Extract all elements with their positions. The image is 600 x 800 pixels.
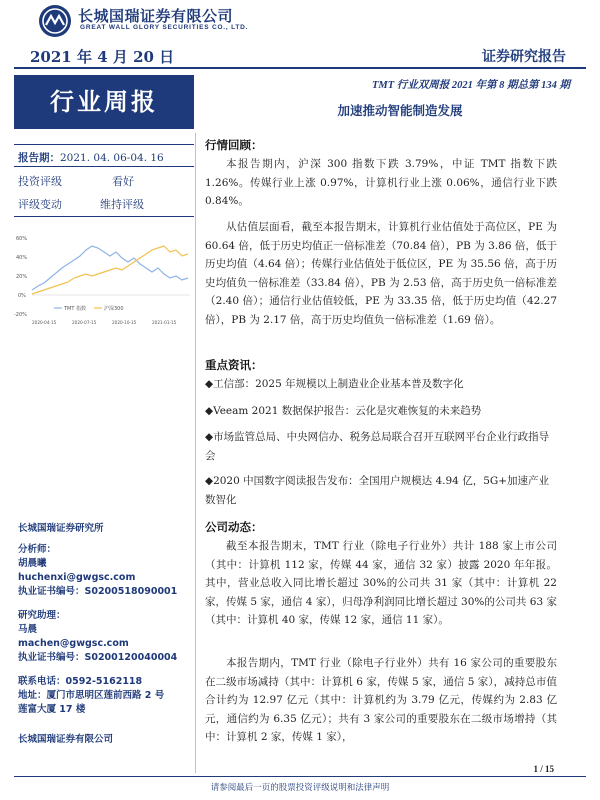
y-label-60: 60% [16, 236, 28, 242]
legend-tmt-label: TMT 指数 [64, 306, 87, 312]
analyst-label: 分析师： [18, 544, 57, 555]
assistant-label: 研究助理： [18, 610, 66, 621]
y-label-0: 0% [18, 293, 26, 299]
news-item-4: ◆2020 中国数字阅读报告发布：全国用户规模达 4.94 亿，5G+加速产业数智化 [205, 475, 550, 506]
research-institute: 长城国瑞证券研究所 [18, 523, 104, 534]
report-subtitle: 加速推动智能制造发展 [337, 103, 463, 118]
y-label-20: 20% [16, 274, 28, 280]
x-label-3: 2020-10-15 [112, 320, 137, 325]
analyst-name: 胡晨曦 [18, 558, 47, 569]
assistant-cert: 执业证书编号：S0200120040004 [18, 652, 178, 663]
analyst-email[interactable]: huchenxi@gwgsc.com [18, 572, 136, 583]
rating-change-value: 维持评级 [100, 198, 144, 211]
sidebar-rule-mid [14, 166, 194, 167]
x-label-4: 2021-01-15 [152, 320, 177, 325]
sidebar-rule-top [14, 144, 194, 145]
analyst-cert: 执业证书编号：S0200518090001 [18, 586, 178, 597]
rating-value: 看好 [112, 175, 134, 188]
contact-address-line1: 地址：厦门市思明区莲前西路 2 号 [18, 690, 165, 701]
footer-disclaimer: 请参阅最后一页的股票投资评级说明和法律声明 [210, 783, 390, 793]
section-market-review: 行情回顾： [205, 138, 263, 152]
company-name-en: GREAT WALL GLORY SECURITIES CO., LTD. [80, 24, 249, 31]
page-number: 1 / 15 [533, 764, 554, 774]
index-performance-chart [14, 228, 194, 328]
y-label-40: 40% [16, 255, 28, 261]
assistant-email[interactable]: machen@gwgsc.com [18, 638, 129, 649]
sidebar-rule-bottom [14, 216, 194, 217]
report-period [18, 150, 164, 165]
company-logo-icon [38, 4, 72, 38]
banner-title: 行业周报 [50, 88, 158, 116]
news-item-3: ◆市场监管总局、中央网信办、税务总局联合召开互联网平台企业行政指导会 [205, 431, 550, 462]
contact-address-line2: 莲富大厦 17 楼 [18, 704, 86, 715]
paragraph-valuation: 从估值层面看，截至本报告期末，计算机行业估值处于高位区，PE 为 60.64 倍，低于历史均值正一倍标准差（70.84 倍），PB 为 3.86 倍，低于历史均值（4.64 倍）；传媒行业估值处于低位区，PE 为 35.56 倍，高于历史均值负一倍标准差（33.84 倍），PB 为 2.53 倍，高于历史负一倍标准差（2.40 倍）；通信行业估值较低，PE 为 33.35 倍，低于历史均值（42.27 倍），PB 为 2.17 倍，高于历史均值负一倍标准差（1.69 倍）。 [205, 221, 557, 326]
paragraph-shareholder-moves: 本报告期内，TMT 行业（除电子行业外）共有 16 家公司的重要股东在二级市场减持（其中：计算机 6 家，传媒 5 家，通信 5 家），减持总市值合计约为 12.97 亿元（其中：计算机约为 3.79 亿元，传媒约为 2.83 亿元，通信约为 6.35 亿元）；共有 3 家公司的重要股东在二级市场增持（其中：计算机 2 家，传媒 1 家）， [205, 657, 557, 744]
news-item-2: ◆Veeam 2021 数据保护报告：云化是灾难恢复的未来趋势 [205, 405, 482, 417]
column-divider [195, 133, 196, 773]
report-date: 2021 年 4 月 20 日 [30, 48, 175, 66]
rating-label: 投资评级 [18, 175, 62, 188]
footer-divider [14, 776, 586, 777]
rating-change-label: 评级变动 [18, 198, 62, 211]
news-item-1: ◆工信部：2025 年规模以上制造业企业基本普及数字化 [205, 378, 464, 390]
report-type: 证券研究报告 [482, 49, 566, 65]
company-name-cn: 长城国瑞证券有限公司 [78, 7, 234, 25]
section-key-news: 重点资讯： [205, 358, 263, 372]
legend-hs300-label: 沪深300 [104, 306, 124, 312]
report-serial: TMT 行业双周报 2021 年第 8 期总第 134 期 [371, 80, 570, 91]
x-label-1: 2020-04-15 [32, 320, 57, 325]
company-name-footer: 长城国瑞证券有限公司 [18, 734, 114, 745]
paragraph-market-summary: 本报告期内，沪深 300 指数下跌 3.79%，中证 TMT 指数下跌 1.26%。传媒行业上涨 0.97%，计算机行业上涨 0.06%，通信行业下跌 0.84%。 [205, 158, 557, 208]
assistant-name: 马晨 [18, 624, 38, 635]
y-label-neg20: -20% [14, 312, 27, 318]
period-label: 报告期： [18, 152, 60, 164]
header-divider [14, 67, 586, 69]
period-value: 2021. 04. 06-04. 16 [60, 152, 164, 164]
contact-phone: 联系电话：0592-5162118 [18, 676, 143, 687]
x-label-2: 2020-07-15 [72, 320, 97, 325]
series-tmt-line [32, 246, 188, 290]
series-hs300-line [32, 246, 188, 294]
paragraph-annual-reports: 截至本报告期末，TMT 行业（除电子行业外）共计 188 家上市公司（其中：计算机 112 家，传媒 44 家，通信 32 家）披露 2020 年年报。其中，营业总收入同比增长超过 30%的公司共 31 家（其中：计算机 22 家，传媒 5 家，通信 4 家），归母净利润同比增长超过 30%的公司共 63 家（其中：计算机 40 家，传媒 12 家，通信 11 家）。 [205, 540, 557, 627]
section-company-news: 公司动态： [205, 520, 263, 534]
